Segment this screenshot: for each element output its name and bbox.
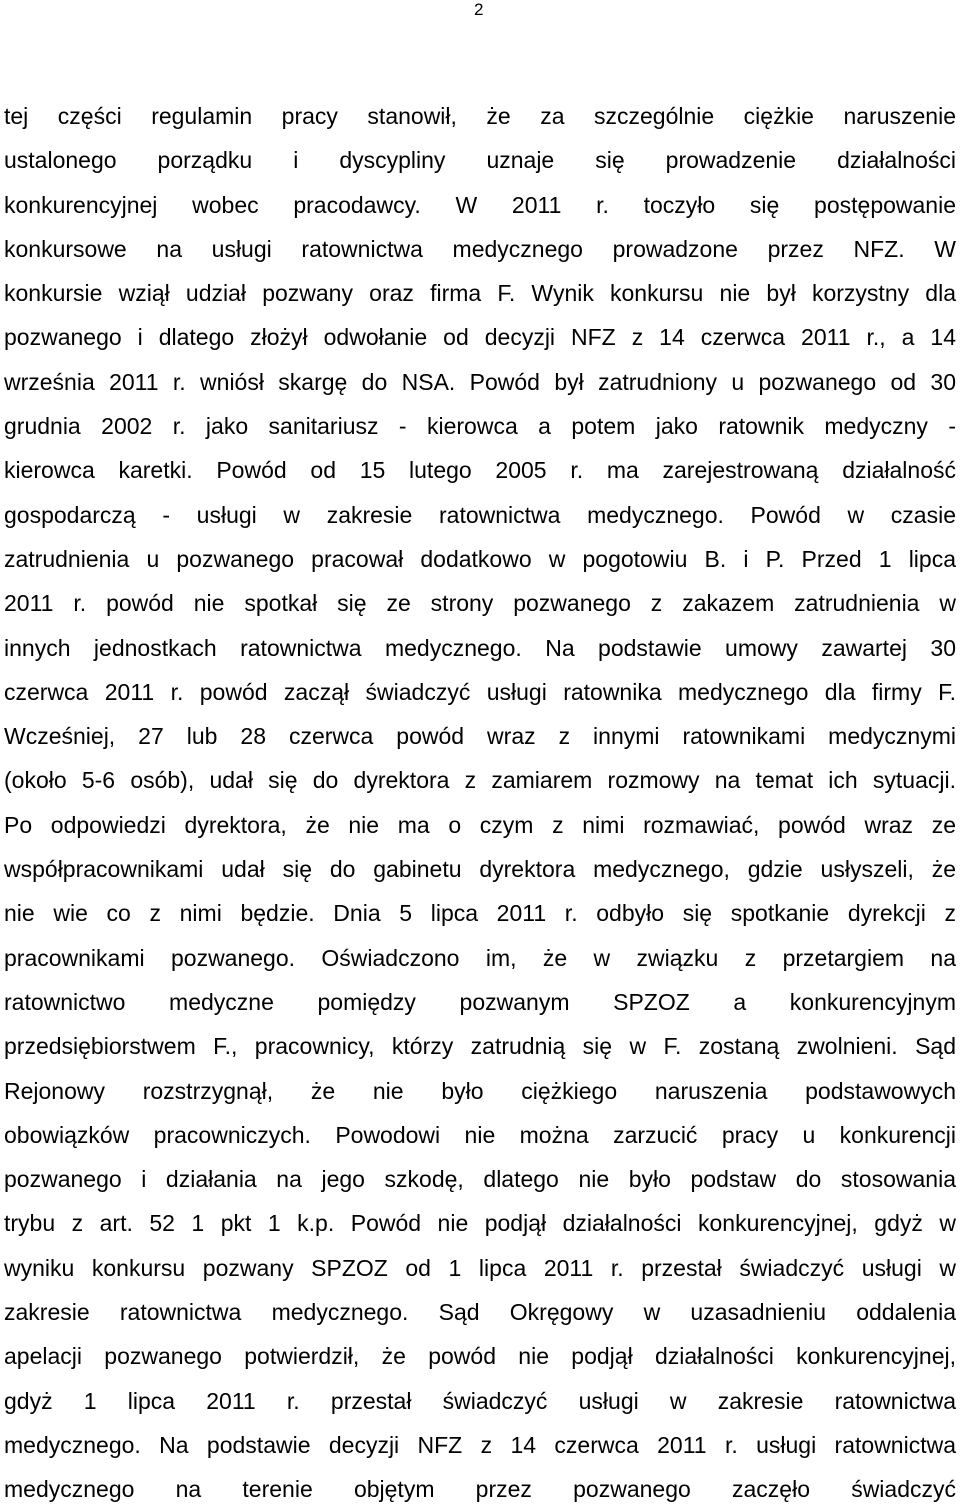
text-line: medycznego. Na podstawie decyzji NFZ z 14 czerwca 2011 r. usługi ratownictwa — [4, 1431, 956, 1458]
text-line: Po odpowiedzi dyrektora, że nie ma o czym z nimi rozmawiać, powód wraz ze — [4, 811, 956, 838]
body-paragraph — [4, 94, 956, 1508]
text-line: ratownictwo medyczne pomiędzy pozwanym SPZOZ a konkurencyjnym — [4, 988, 956, 1015]
text-line: zakresie ratownictwa medycznego. Sąd Okręgowy w uzasadnieniu oddalenia — [4, 1299, 956, 1326]
text-line: nie wie co z nimi będzie. Dnia 5 lipca 2011 r. odbyło się spotkanie dyrekcji z — [4, 900, 956, 927]
text-line: gospodarczą - usługi w zakresie ratownictwa medycznego. Powód w czasie — [4, 501, 956, 528]
text-line: Rejonowy rozstrzygnął, że nie było ciężkiego naruszenia podstawowych — [4, 1077, 956, 1104]
text-line: konkursie wziął udział pozwany oraz firma F. Wynik konkursu nie był korzystny dla — [4, 280, 956, 307]
text-line: września 2011 r. wniósł skargę do NSA. Powód był zatrudniony u pozwanego od 30 — [4, 368, 956, 395]
text-line: przedsiębiorstwem F., pracownicy, którzy zatrudnią się w F. zostaną zwolnieni. Sąd — [4, 1033, 956, 1060]
text-line: kierowca karetki. Powód od 15 lutego 2005 r. ma zarejestrowaną działalność — [4, 457, 956, 484]
text-line: obowiązków pracowniczych. Powodowi nie można zarzucić pracy u konkurencji — [4, 1121, 956, 1148]
text-line: trybu z art. 52 1 pkt 1 k.p. Powód nie podjął działalności konkurencyjnej, gdyż w — [4, 1210, 956, 1237]
text-line: Wcześniej, 27 lub 28 czerwca powód wraz z innymi ratownikami medycznymi — [4, 723, 956, 750]
text-line: 2011 r. powód nie spotkał się ze strony pozwanego z zakazem zatrudnienia w — [4, 590, 956, 617]
text-line: grudnia 2002 r. jako sanitariusz - kierowca a potem jako ratownik medyczny - — [4, 413, 956, 440]
text-line: innych jednostkach ratownictwa medycznego. Na podstawie umowy zawartej 30 — [4, 634, 956, 661]
text-line: (około 5-6 osób), udał się do dyrektora z zamiarem rozmowy na temat ich sytuacji. — [4, 767, 956, 794]
text-line: zatrudnienia u pozwanego pracował dodatkowo w pogotowiu B. i P. Przed 1 lipca — [4, 545, 956, 572]
text-line: pracownikami pozwanego. Oświadczono im, że w związku z przetargiem na — [4, 944, 956, 971]
text-line: apelacji pozwanego potwierdził, że powód nie podjął działalności konkurencyjnej, — [4, 1343, 956, 1370]
text-line: konkursowe na usługi ratownictwa medycznego prowadzone przez NFZ. W — [4, 235, 956, 262]
text-line: czerwca 2011 r. powód zaczął świadczyć usługi ratownika medycznego dla firmy F. — [4, 678, 956, 705]
text-line: ustalonego porządku i dyscypliny uznaje się prowadzenie działalności — [4, 147, 956, 174]
text-line: wyniku konkursu pozwany SPZOZ od 1 lipca 2011 r. przestał świadczyć usługi w — [4, 1254, 956, 1281]
text-line: współpracownikami udał się do gabinetu dyrektora medycznego, gdzie usłyszeli, że — [4, 856, 956, 883]
page-number: 2 — [474, 0, 484, 19]
text-line: medycznego na terenie objętym przez pozwanego zaczęło świadczyć — [4, 1476, 956, 1503]
text-line: pozwanego i działania na jego szkodę, dlatego nie było podstaw do stosowania — [4, 1166, 956, 1193]
text-line: tej części regulamin pracy stanowił, że za szczególnie ciężkie naruszenie — [4, 103, 956, 129]
text-line: gdyż 1 lipca 2011 r. przestał świadczyć usługi w zakresie ratownictwa — [4, 1387, 956, 1414]
text-line: pozwanego i dlatego złożył odwołanie od decyzji NFZ z 14 czerwca 2011 r., a 14 — [4, 324, 956, 351]
text-line: konkurencyjnej wobec pracodawcy. W 2011 r. toczyło się postępowanie — [4, 191, 956, 218]
